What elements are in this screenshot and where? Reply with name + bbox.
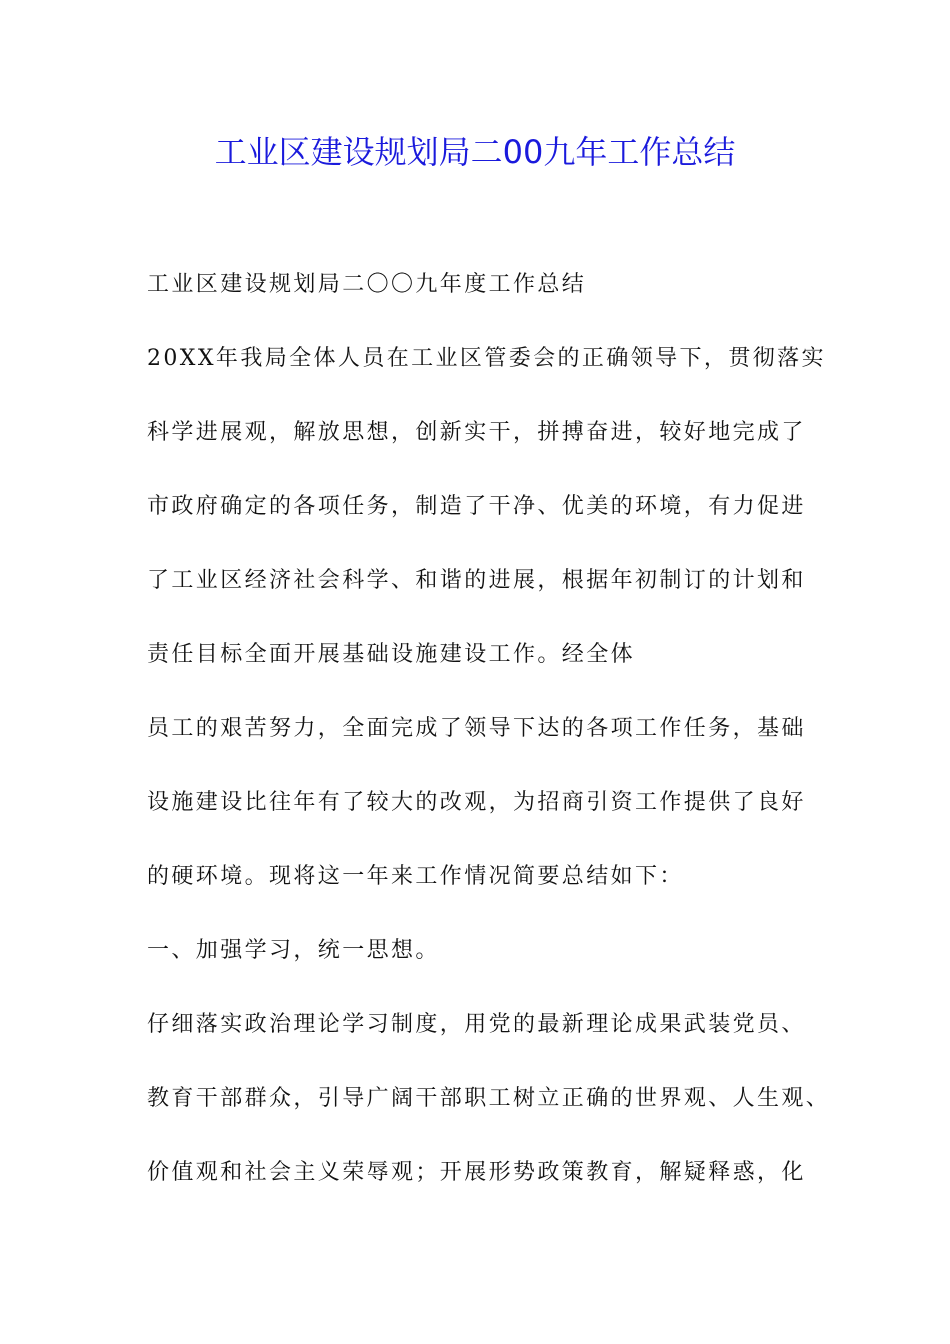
body-line: 20XX年我局全体人员在工业区管委会的正确领导下，贯彻落实 (147, 346, 826, 371)
body-line: 员工的艰苦努力，全面完成了领导下达的各项工作任务，基础 (147, 716, 806, 741)
document-title: 工业区建设规划局二00九年工作总结 (214, 133, 736, 171)
body-line: 了工业区经济社会科学、和谐的进展，根据年初制订的计划和 (147, 568, 806, 593)
body-line: 教育干部群众，引导广阔干部职工树立正确的世界观、人生观、 (147, 1086, 831, 1111)
body-line: 价值观和社会主义荣辱观；开展形势政策教育，解疑释惑，化 (147, 1160, 806, 1185)
body-line-subtitle: 工业区建设规划局二〇〇九年度工作总结 (147, 272, 587, 297)
body-line: 仔细落实政治理论学习制度，用党的最新理论成果武装党员、 (147, 1012, 806, 1037)
body-line: 市政府确定的各项任务，制造了干净、优美的环境，有力促进 (147, 494, 806, 519)
body-line: 设施建设比往年有了较大的改观，为招商引资工作提供了良好 (147, 790, 806, 815)
body-line: 科学进展观，解放思想，创新实干，拼搏奋进，较好地完成了 (147, 420, 806, 445)
body-line: 的硬环境。现将这一年来工作情况简要总结如下： (147, 864, 684, 889)
body-line: 责任目标全面开展基础设施建设工作。经全体 (147, 642, 636, 667)
section-heading: 一、加强学习，统一思想。 (147, 938, 440, 963)
document-body (147, 266, 847, 1228)
